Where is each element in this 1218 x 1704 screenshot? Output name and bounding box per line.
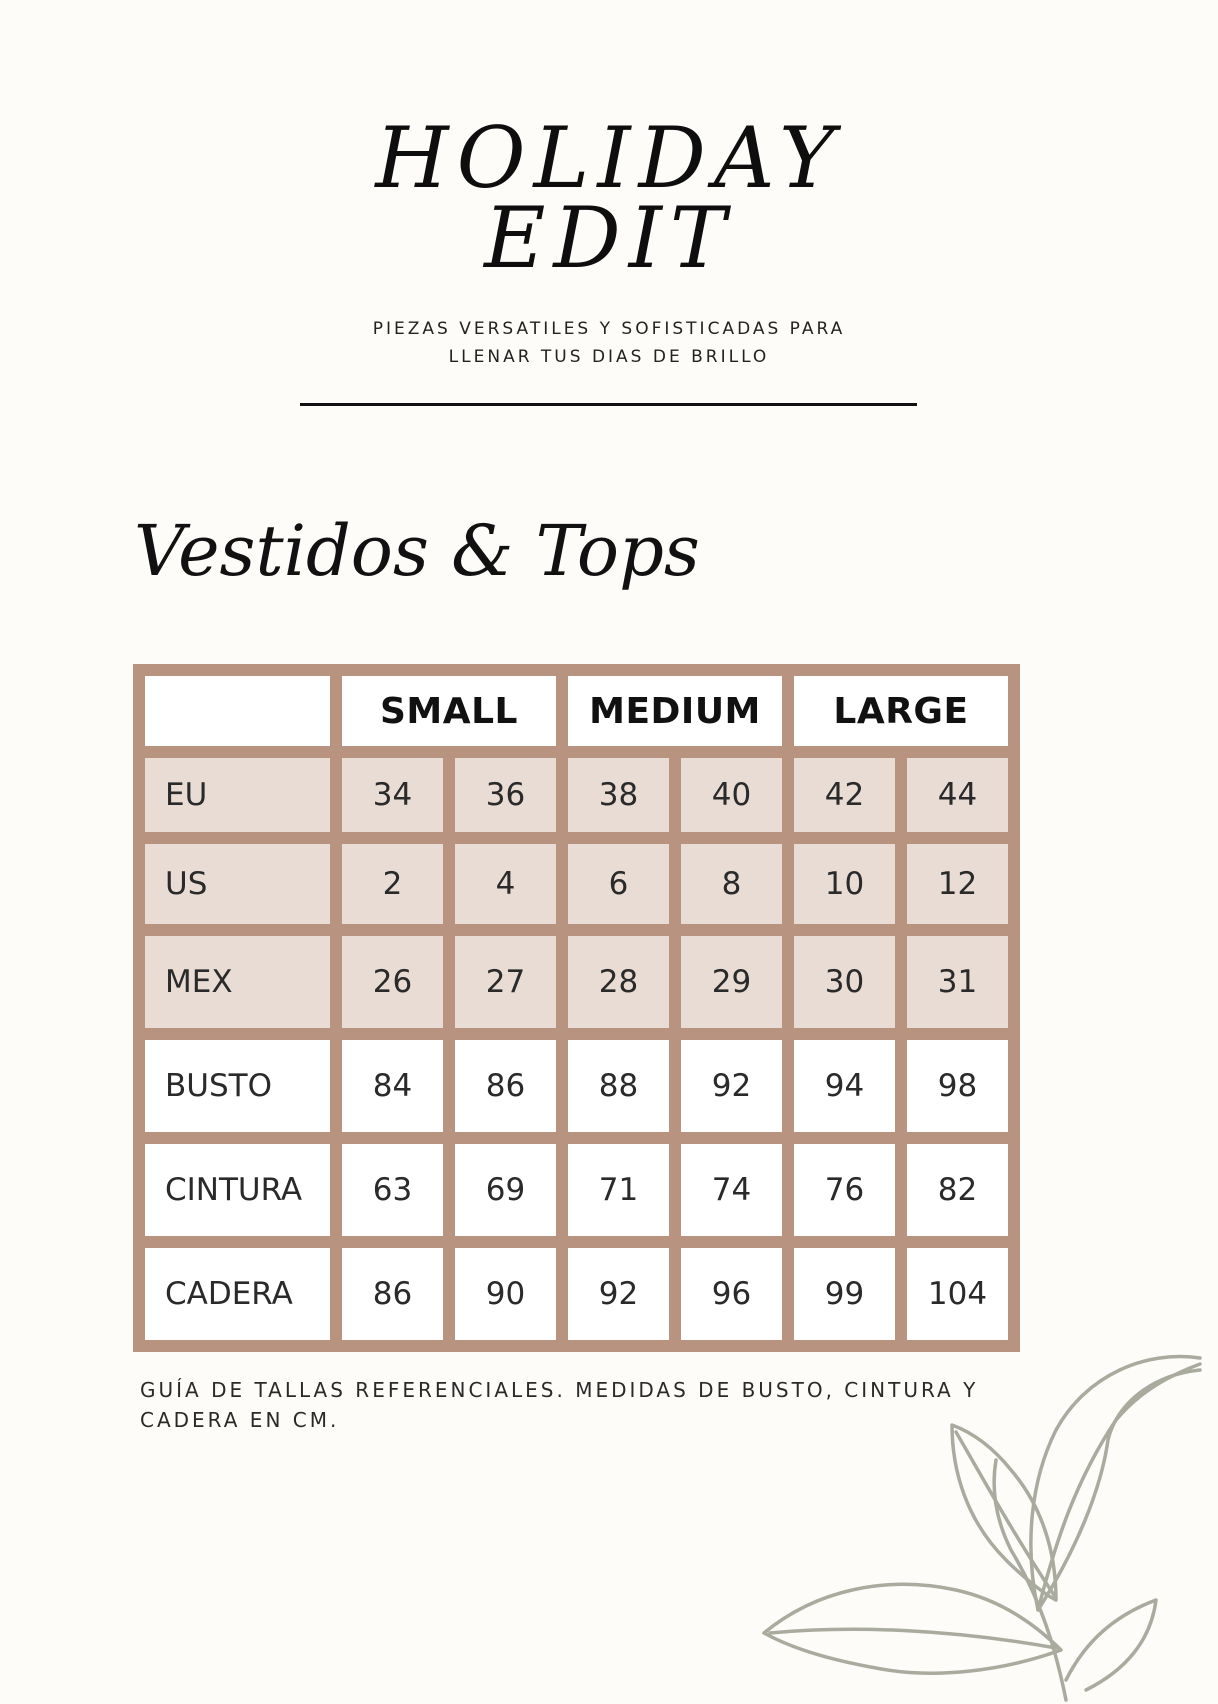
table-cell: 10 — [794, 844, 895, 924]
page-title — [0, 109, 1218, 287]
table-row-mex — [145, 936, 1008, 1028]
table-cell: 40 — [681, 758, 782, 832]
row-label: BUSTO — [145, 1040, 330, 1132]
table-cell: 63 — [342, 1144, 443, 1236]
table-cell: 34 — [342, 758, 443, 832]
table-cell: 94 — [794, 1040, 895, 1132]
corner-cell — [145, 676, 330, 746]
table-cell: 90 — [455, 1248, 556, 1340]
table-cell: 2 — [342, 844, 443, 924]
leaf-illustration-icon — [756, 1350, 1200, 1700]
row-label: EU — [145, 758, 330, 832]
table-cell: 31 — [907, 936, 1008, 1028]
table-cell: 26 — [342, 936, 443, 1028]
table-cell: 29 — [681, 936, 782, 1028]
table-cell: 84 — [342, 1040, 443, 1132]
table-cell: 6 — [568, 844, 669, 924]
row-label: US — [145, 844, 330, 924]
table-cell: 96 — [681, 1248, 782, 1340]
size-chart-table — [133, 664, 1020, 1352]
title-line-2: EDIT — [484, 189, 734, 287]
table-cell: 71 — [568, 1144, 669, 1236]
table-cell: 88 — [568, 1040, 669, 1132]
header-medium: MEDIUM — [568, 676, 782, 746]
size-header-row — [145, 676, 1008, 746]
table-cell: 36 — [455, 758, 556, 832]
table-cell: 42 — [794, 758, 895, 832]
footnote-line-2: CADERA EN CM. — [140, 1408, 340, 1432]
table-cell: 8 — [681, 844, 782, 924]
footnote-line-1: GUÍA DE TALLAS REFERENCIALES. MEDIDAS DE BUSTO, CINTURA Y — [140, 1378, 979, 1402]
table-cell: 44 — [907, 758, 1008, 832]
table-cell: 38 — [568, 758, 669, 832]
row-label: CINTURA — [145, 1144, 330, 1236]
table-cell: 4 — [455, 844, 556, 924]
table-cell: 74 — [681, 1144, 782, 1236]
table-cell: 27 — [455, 936, 556, 1028]
table-cell: 92 — [568, 1248, 669, 1340]
table-cell: 99 — [794, 1248, 895, 1340]
table-cell: 104 — [907, 1248, 1008, 1340]
section-heading-text: Vestidos & Tops — [134, 510, 700, 592]
table-row-us — [145, 844, 1008, 924]
table-row-busto — [145, 1040, 1008, 1132]
table-cell: 92 — [681, 1040, 782, 1132]
section-heading — [130, 480, 700, 630]
table-cell: 69 — [455, 1144, 556, 1236]
table-cell: 82 — [907, 1144, 1008, 1236]
section-heading-script — [130, 480, 700, 630]
table-row-cintura — [145, 1144, 1008, 1236]
table-cell: 76 — [794, 1144, 895, 1236]
table-row-cadera — [145, 1248, 1008, 1340]
row-label: CADERA — [145, 1248, 330, 1340]
table-cell: 98 — [907, 1040, 1008, 1132]
title-line-1: HOLIDAY — [375, 109, 843, 207]
table-cell: 86 — [342, 1248, 443, 1340]
table-cell: 30 — [794, 936, 895, 1028]
page-subtitle — [0, 315, 1218, 371]
divider-line — [300, 403, 917, 406]
table-cell: 86 — [455, 1040, 556, 1132]
header-large: LARGE — [794, 676, 1008, 746]
subtitle-line-2: LLENAR TUS DIAS DE BRILLO — [448, 347, 770, 367]
subtitle-line-1: PIEZAS VERSATILES Y SOFISTICADAS PARA — [372, 319, 846, 339]
table-row-eu — [145, 758, 1008, 832]
header-small: SMALL — [342, 676, 556, 746]
table-cell: 28 — [568, 936, 669, 1028]
table-cell: 12 — [907, 844, 1008, 924]
row-label: MEX — [145, 936, 330, 1028]
